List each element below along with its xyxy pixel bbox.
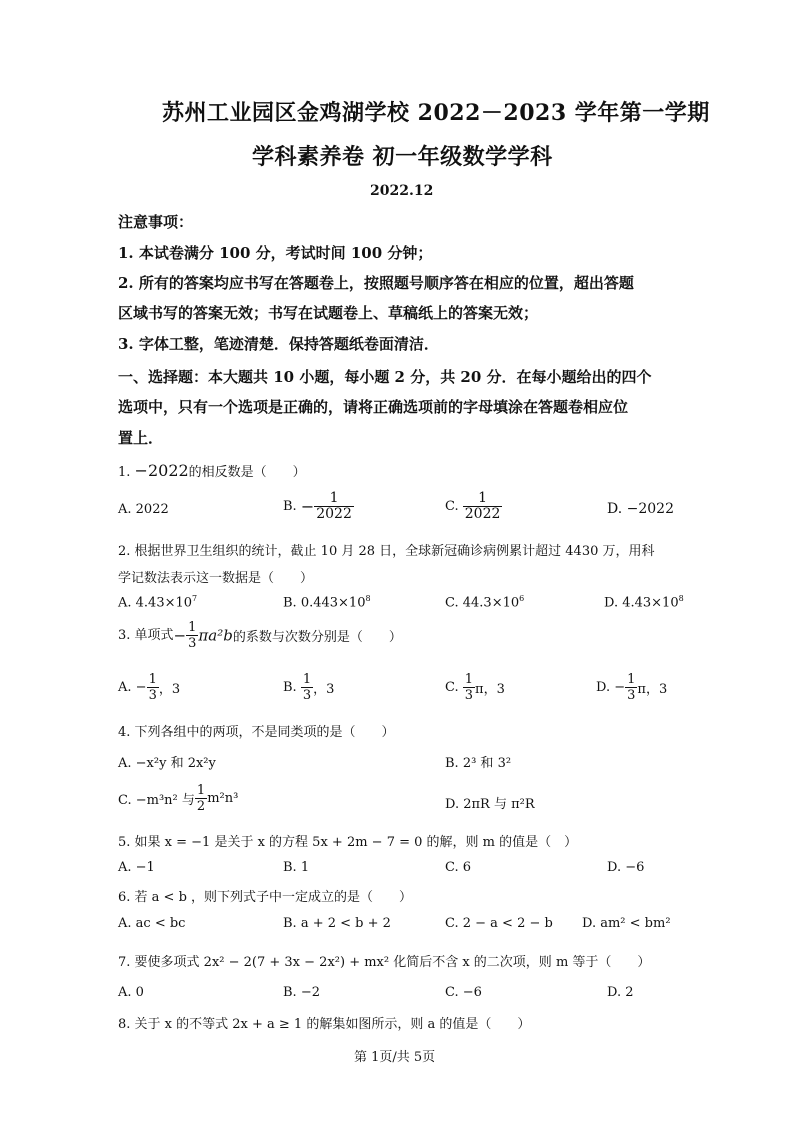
q5-option-a: A. −1 xyxy=(118,860,155,875)
q3-option-b-numerator: 1 xyxy=(302,672,312,687)
note-item-2-line2: 区域书写的答案无效；书写在试题卷上、草稿纸上的答案无效； xyxy=(118,304,539,322)
q3-option-a-numerator: 1 xyxy=(148,672,157,687)
question-8: 8. 关于 x 的不等式 2x + a ≥ 1 的解集如图所示，则 a 的值是（ ） xyxy=(118,1017,531,1032)
note-item-1: 1. 本试卷满分 100 分，考试时间 100 分钟； xyxy=(118,244,433,262)
q3-option-c-tail: π，3 xyxy=(475,682,505,697)
q3-option-c-fraction xyxy=(463,672,475,703)
q3-option-a-sign: − xyxy=(135,680,147,695)
q7-option-c: C. −6 xyxy=(445,985,482,1000)
q2-option-b xyxy=(283,594,371,610)
q1-option-d: D. −2022 xyxy=(607,501,674,517)
q1-option-c-numerator: 1 xyxy=(478,490,488,506)
q3-option-c-label: C. xyxy=(445,680,459,695)
question-4: 4. 下列各组中的两项，不是同类项的是（ ） xyxy=(118,725,395,740)
q3-option-d-label: D. xyxy=(596,680,611,695)
q2-option-a xyxy=(118,594,197,610)
question-3-prefix: 3. 单项式 xyxy=(118,628,174,643)
question-2-line1: 2. 根据世界卫生组织的统计，截止 10 月 28 日，全球新冠确诊病例累计超过 4430 万，用科 xyxy=(118,544,655,559)
q2-option-d-base: D. 4.43×10 xyxy=(604,595,679,611)
question-3 xyxy=(118,620,402,651)
q4-option-c-denominator: 2 xyxy=(196,799,206,814)
q1-option-c-fraction xyxy=(463,491,503,522)
question-1-number: 1. xyxy=(118,465,131,480)
q3-option-a xyxy=(118,672,180,703)
section1-line1: 一、选择题：本大题共 10 小题，每小题 2 分，共 20 分．在每小题给出的四个 xyxy=(118,368,652,386)
q1-option-c-label: C. xyxy=(445,499,459,514)
q7-option-a: A. 0 xyxy=(118,985,144,1000)
q3-option-a-denominator: 3 xyxy=(148,688,157,703)
q6-option-c: C. 2 − a < 2 − b xyxy=(445,916,553,931)
q3-option-c-numerator: 1 xyxy=(464,672,474,687)
q4-option-c-right: m²n³ xyxy=(207,791,239,806)
q3-option-c xyxy=(445,672,505,703)
exam-title-line1: 苏州工业园区金鸡湖学校 2022－2023 学年第一学期 xyxy=(162,100,710,126)
q3-option-a-tail: ，3 xyxy=(158,682,181,697)
q2-option-b-exponent: 8 xyxy=(365,594,371,603)
question-3-denominator: 3 xyxy=(188,636,197,651)
q2-option-c-exponent: 6 xyxy=(519,594,525,603)
question-1-math: −2022 xyxy=(134,461,189,480)
q1-option-b-denominator: 2022 xyxy=(316,506,352,522)
question-5: 5. 如果 x = −1 是关于 x 的方程 5x + 2m − 7 = 0 的解，则 m 的值是（ ） xyxy=(118,835,578,850)
q3-option-c-denominator: 3 xyxy=(464,688,474,703)
q3-option-b-fraction xyxy=(301,672,313,703)
q3-option-b-denominator: 3 xyxy=(302,688,312,703)
q3-option-d-fraction xyxy=(625,672,637,703)
question-3-fraction xyxy=(186,620,198,651)
q7-option-d: D. 2 xyxy=(607,985,634,1000)
note-item-3: 3. 字体工整，笔迹清楚．保持答题纸卷面清洁． xyxy=(118,335,439,353)
q1-option-c xyxy=(445,491,502,522)
q3-option-d-tail: π，3 xyxy=(637,682,668,697)
q5-option-b: B. 1 xyxy=(283,860,310,875)
q3-option-d-sign: − xyxy=(614,680,626,695)
question-1 xyxy=(118,461,306,480)
notes-heading: 注意事项： xyxy=(118,213,194,231)
q1-option-b-label: B. xyxy=(283,499,297,514)
q5-option-c: C. 6 xyxy=(445,860,472,875)
note-item-2-line1: 2. 所有的答案均应书写在答题卷上，按照题号顺序答在相应的位置，超出答题 xyxy=(118,274,634,292)
exam-date: 2022.12 xyxy=(370,183,434,199)
exam-title-line2: 学科素养卷 初一年级数学学科 xyxy=(252,144,553,170)
q5-option-d: D. −6 xyxy=(607,860,645,875)
q4-option-b: B. 2³ 和 3² xyxy=(445,756,512,771)
q1-option-c-denominator: 2022 xyxy=(464,506,501,522)
q4-option-d: D. 2πR 与 π²R xyxy=(445,797,535,812)
q4-option-c xyxy=(118,783,238,814)
q6-option-a: A. ac < bc xyxy=(118,916,186,931)
page-number: 第 1页/共 5页 xyxy=(354,1050,436,1065)
q2-option-d-exponent: 8 xyxy=(678,594,684,603)
question-3-text: 的系数与次数分别是（ ） xyxy=(232,630,402,645)
q4-option-c-numerator: 1 xyxy=(196,783,206,798)
q3-option-a-fraction xyxy=(147,672,159,703)
question-3-sign: − xyxy=(173,626,187,645)
q4-option-a: A. −x²y 和 2x²y xyxy=(118,756,216,771)
q3-option-d-denominator: 3 xyxy=(627,688,636,703)
q2-option-a-exponent: 7 xyxy=(192,594,198,603)
question-7: 7. 要使多项式 2x² − 2(7 + 3x − 2x²) + mx² 化简后不含 x 的二次项，则 m 等于（ ） xyxy=(118,955,651,970)
q1-option-a: A. 2022 xyxy=(118,502,169,517)
q2-option-b-base: B. 0.443×10 xyxy=(283,595,366,611)
q1-option-b xyxy=(283,491,354,522)
q1-option-b-numerator: 1 xyxy=(329,490,339,506)
question-3-numerator: 1 xyxy=(188,620,197,635)
question-1-text: 的相反数是（ ） xyxy=(188,465,306,480)
q4-option-c-left: C. −m³n² 与 xyxy=(118,793,195,808)
q3-option-d xyxy=(596,672,667,703)
q6-option-d: D. am² < bm² xyxy=(582,916,671,931)
q3-option-d-numerator: 1 xyxy=(627,672,636,687)
q4-option-c-fraction xyxy=(195,783,207,814)
question-3-math: πa²b xyxy=(198,626,233,645)
q3-option-b xyxy=(283,672,334,703)
question-2-line2: 学记数法表示这一数据是（ ） xyxy=(118,571,314,586)
q2-option-c xyxy=(445,594,524,610)
q7-option-b: B. −2 xyxy=(283,985,320,1000)
q3-option-a-label: A. xyxy=(118,680,132,695)
q6-option-b: B. a + 2 < b + 2 xyxy=(283,916,391,931)
section1-line3: 置上． xyxy=(118,429,164,447)
section1-line2: 选项中，只有一个选项是正确的，请将正确选项前的字母填涂在答题卷相应位 xyxy=(118,398,629,416)
question-6: 6. 若 a < b ，则下列式子中一定成立的是（ ） xyxy=(118,890,413,905)
q3-option-b-label: B. xyxy=(283,680,297,695)
q2-option-a-base: A. 4.43×10 xyxy=(118,595,193,611)
q2-option-d xyxy=(604,594,684,610)
q1-option-b-sign: − xyxy=(300,497,315,516)
q3-option-b-tail: ，3 xyxy=(313,682,335,697)
q2-option-c-base: C. 44.3×10 xyxy=(445,595,520,611)
q1-option-b-fraction xyxy=(314,491,354,522)
